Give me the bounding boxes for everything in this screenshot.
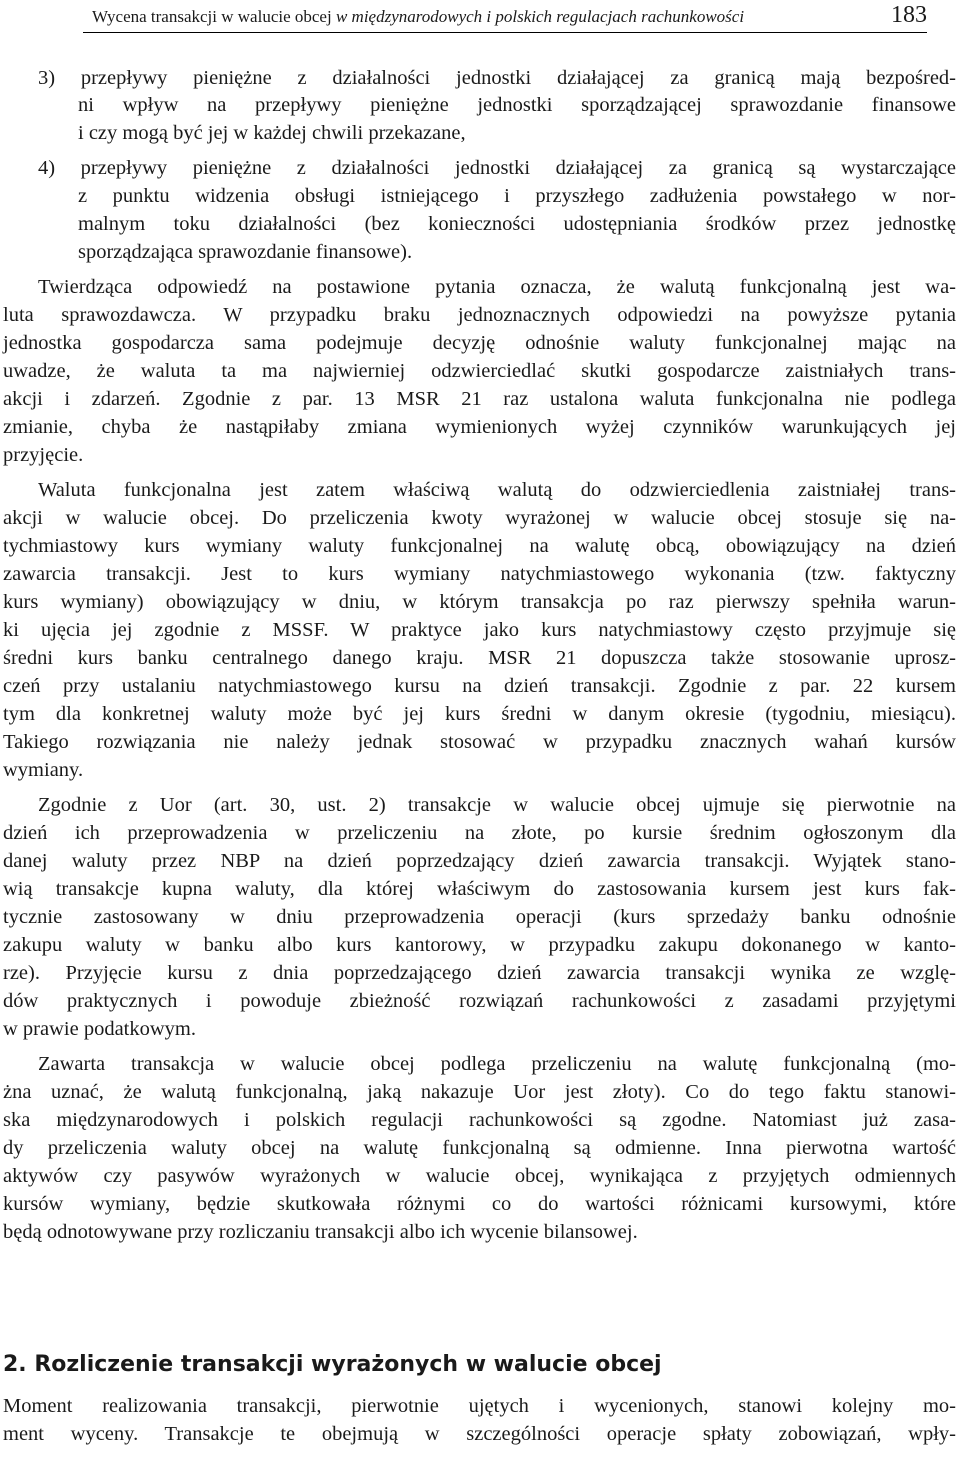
text-line: ment wyceny. Transakcje te obejmują w szczególności operacje spłaty zobowiązań, wpły- (3, 1423, 956, 1445)
text-line: sporządzająca sprawozdanie finansowe). (78, 241, 413, 263)
text-line: zakupu waluty w banku albo kurs kantorowy, w przypadku zakupu dokonanego w kanto- (3, 934, 956, 956)
text-line: przyjęcie. (3, 444, 84, 466)
page-number: 183 (891, 2, 927, 28)
text-line: Waluta funkcjonalna jest zatem właściwą walutą do odzwierciedlenia zaistniałej trans- (38, 479, 956, 501)
text-line: żna uznać, że walutą funkcjonalną, jaką nakazuje Uor jest złoty). Co do tego faktu stanowi- (3, 1081, 956, 1103)
text-line: z punktu widzenia obsługi istniejącego i przyszłego zadłużenia powstałego w nor- (78, 185, 956, 207)
text-line: wymiany. (3, 759, 84, 781)
text-line: malnym toku działalności (bez konieczności udostępniania środków przez jednostkę (78, 213, 956, 235)
text-line: dy przeliczenia waluty obcej na walutę funkcjonalną są odmienne. Inna pierwotna wartość (3, 1137, 956, 1159)
text-line: średni kurs banku centralnego danego kraju. MSR 21 dopuszcza także stosowanie uprosz- (3, 647, 956, 669)
text-line: Takiego rozwiązania nie należy jednak stosować w przypadku znacznych wahań kursów (3, 731, 956, 753)
text-line: dzień ich przeprowadzenia w przeliczeniu na złote, po kursie średnim ogłoszonym dla (3, 822, 956, 844)
text-line: tychmiastowy kurs wymiany waluty funkcjonalnej na walutę obcą, obowiązujący na dzień (3, 535, 956, 557)
section-heading: 2. Rozliczenie transakcji wyrażonych w walucie obcej (3, 1352, 662, 1377)
text-line: tym dla konkretnej waluty może być jej kurs średni w danym okresie (tygodniu, miesiącu). (3, 703, 956, 725)
text-line: Moment realizowania transakcji, pierwotnie ujętych i wycenionych, stanowi kolejny mo- (3, 1395, 956, 1417)
text-line: rze). Przyjęcie kursu z dnia poprzedzającego dzień zawarcia transakcji wynika ze wzglę- (3, 962, 956, 984)
text-line: akcji i zdarzeń. Zgodnie z par. 13 MSR 21 raz ustalona waluta funkcjonalna nie podlega (3, 388, 956, 410)
text-line: akcji w walucie obcej. Do przeliczenia kwoty wyrażonej w walucie obcej stosuje się na- (3, 507, 956, 529)
text-line: luta sprawozdawcza. W przypadku braku jednoznacznych odpowiedzi na powyższe pytania (3, 304, 956, 326)
running-header (83, 4, 927, 33)
text-line: uwadze, że waluta ta ma najwierniej odzwierciedlać skutki gospodarcze zaistniałych trans- (3, 360, 956, 382)
header-title: Wycena transakcji w walucie obcej w międzynarodowych i polskich regulacjach rachunkowości (92, 7, 745, 26)
text-line: Zgodnie z Uor (art. 30, ust. 2) transakcje w walucie obcej ujmuje się pierwotnie na (38, 794, 956, 816)
text-line: kurs wymiany) obowiązujący w dniu, w którym transakcja po raz pierwszy spełniła warun- (3, 591, 956, 613)
text-line: jednostka gospodarcza sama podejmuje decyzję odnośnie waluty funkcjonalnej mając na (3, 332, 956, 354)
text-line: będą odnotowywane przy rozliczaniu transakcji albo ich wycenie bilansowej. (3, 1221, 638, 1243)
text-line: Twierdząca odpowiedź na postawione pytania oznacza, że walutą funkcjonalną jest wa- (38, 276, 956, 298)
text-line: ni wpływ na przepływy pieniężne jednostki sporządzającej sprawozdanie finansowe (78, 94, 956, 116)
text-line: w prawie podatkowym. (3, 1018, 196, 1040)
text-line: i czy mogą być jej w każdej chwili przekazane, (78, 122, 466, 144)
text-line: zawarcia transakcji. Jest to kurs wymiany natychmiastowego wykonania (tzw. faktyczny (3, 563, 956, 585)
text-line: zmianie, chyba że nastąpiłaby zmiana wymienionych wyżej czynników warunkujących jej (3, 416, 956, 438)
text-line: ki ujęcia jej zgodnie z MSSF. W praktyce jako kurs natychmiastowy często przyjmuje się (3, 619, 956, 641)
text-line: czeń przy ustalaniu natychmiastowego kursu na dzień transakcji. Zgodnie z par. 22 kursem (3, 675, 956, 697)
text-line: kursów wymiany, będzie skutkowała różnymi co do wartości różnicami kursowymi, które (3, 1193, 956, 1215)
text-line: danej waluty przez NBP na dzień poprzedzający dzień zawarcia transakcji. Wyjątek stano- (3, 850, 956, 872)
text-line: tycznie zastosowany w dniu przeprowadzenia operacji (kurs sprzedaży banku odnośnie (3, 906, 956, 928)
text-line: 3) przepływy pieniężne z działalności jednostki działającej za granicą mają bezpośred- (38, 67, 956, 89)
text-line: dów praktycznych i powoduje zbieżność rozwiązań rachunkowości z zasadami przyjętymi (3, 990, 956, 1012)
text-line: aktywów czy pasywów wyrażonych w walucie obcej, wynikająca z przyjętych odmiennych (3, 1165, 956, 1187)
text-line: ska międzynarodowych i polskich regulacji rachunkowości są zgodne. Natomiast już zasa- (3, 1109, 956, 1131)
text-line: wią transakcje kupna waluty, dla której właściwym do zastosowania kursem jest kurs fak- (3, 878, 956, 900)
text-line: Zawarta transakcja w walucie obcej podlega przeliczeniu na walutę funkcjonalną (mo- (38, 1053, 956, 1075)
text-line: 4) przepływy pieniężne z działalności jednostki działającej za granicą są wystarczające (38, 157, 956, 179)
